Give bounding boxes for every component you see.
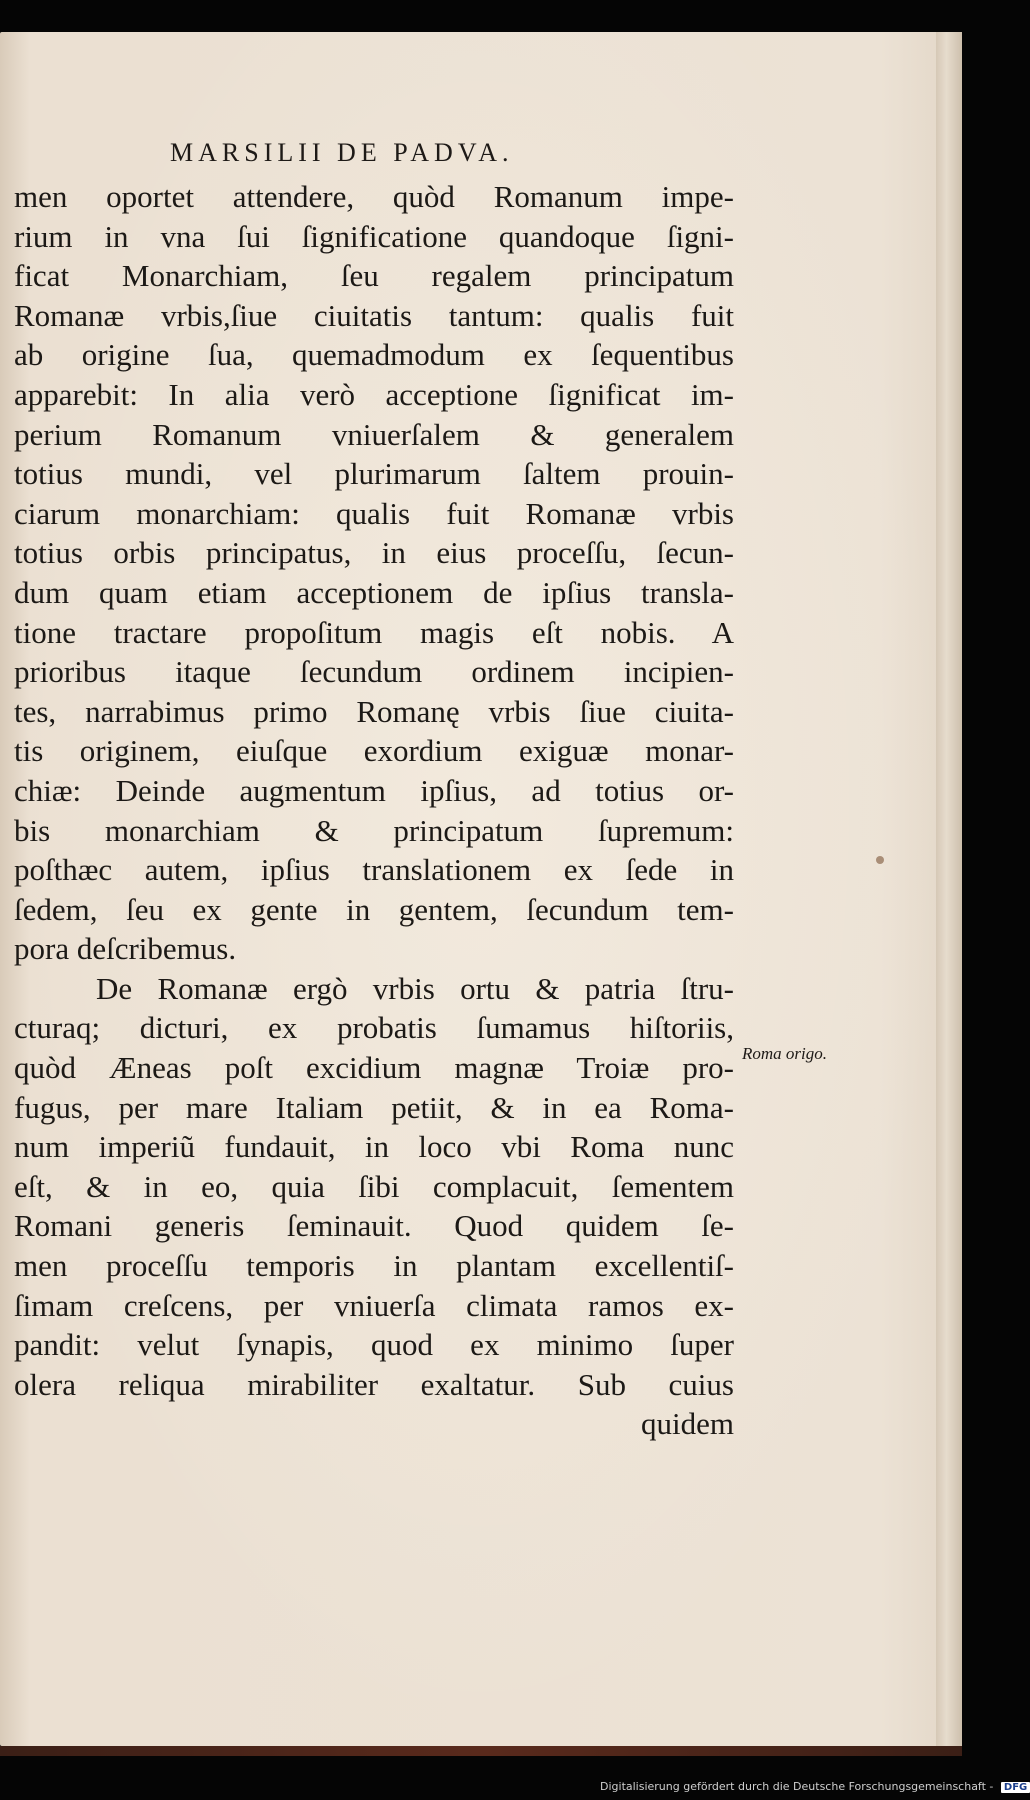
paper-stain [876, 856, 884, 864]
text-line: tis originem, eiuſque exordium exiguæ monar- [14, 733, 734, 769]
digitization-credit [600, 1780, 1028, 1793]
text-line: ciarum monarchiam: qualis fuit Romanæ vrbis [14, 495, 734, 531]
text-line: totius orbis principatus, in eius proceſſu, ſecun- [14, 535, 734, 571]
text-line: men proceſſu temporis in plantam excellentiſ- [14, 1248, 734, 1284]
text-line: apparebit: In alia verò acceptione ſignificat im- [14, 376, 734, 412]
text-line: num imperiũ fundauit, in loco vbi Roma nunc [14, 1129, 734, 1165]
text-line: prioribus itaque ſecundum ordinem incipien- [14, 654, 734, 690]
text-line: chiæ: Deinde augmentum ipſius, ad totius or- [14, 772, 734, 808]
text-line: rium in vna ſui ſignificatione quandoque ſigni- [14, 218, 734, 254]
text-line: cturaq; dicturi, ex probatis ſumamus hiſtoriis, [14, 1010, 734, 1046]
text-line: poſthæc autem, ipſius translationem ex ſede in [14, 852, 734, 888]
text-line: bis monarchiam & principatum ſupremum: [14, 812, 734, 848]
text-line: tione tractare propoſitum magis eſt nobis. A [14, 614, 734, 650]
book-edge [0, 1746, 962, 1756]
text-line: ab origine ſua, quemadmodum ex ſequentibus [14, 337, 734, 373]
text-line: pandit: velut ſynapis, quod ex minimo ſuper [14, 1327, 734, 1363]
text-line: eſt, & in eo, quia ſibi complacuit, ſementem [14, 1168, 734, 1204]
text-line: pora deſcribemus. [14, 931, 237, 967]
text-line: ſimam creſcens, per vniuerſa climata ramos ex- [14, 1287, 734, 1323]
text-line: tes, narrabimus primo Romanę vrbis ſiue ciuita- [14, 693, 734, 729]
text-line: Romani generis ſeminauit. Quod quidem ſe- [14, 1208, 734, 1244]
text-line: men oportet attendere, quòd Romanum impe- [14, 179, 734, 214]
dfg-logo: DFG [1001, 1782, 1030, 1793]
text-line: perium Romanum vniuerſalem & generalem [14, 416, 734, 452]
running-head: MARSILII DE PADVA. [170, 138, 514, 167]
catchword: quidem [641, 1406, 734, 1442]
margin-note: Roma origo. [742, 1044, 827, 1063]
body-text [14, 177, 734, 1444]
text-line: Romanæ vrbis,ſiue ciuitatis tantum: qualis fuit [14, 297, 734, 333]
text-line: dum quam etiam acceptionem de ipſius transla- [14, 574, 734, 610]
credit-text: Digitalisierung gefördert durch die Deutsche Forschungsgemeinschaft - [600, 1780, 994, 1793]
text-line: olera reliqua mirabiliter exaltatur. Sub cuius [14, 1366, 734, 1402]
text-line: quòd Æneas poſt excidium magnæ Troiæ pro- [14, 1050, 734, 1086]
text-line: totius mundi, vel plurimarum ſaltem prouin- [14, 456, 734, 492]
page-edge [936, 32, 962, 1746]
text-line: ſedem, ſeu ex gente in gentem, ſecundum tem- [14, 891, 734, 927]
scanned-page [0, 32, 962, 1746]
text-line: ficat Monarchiam, ſeu regalem principatum [14, 258, 734, 294]
text-line: De Romanæ ergò vrbis ortu & patria ſtru- [96, 970, 734, 1006]
text-line: fugus, per mare Italiam petiit, & in ea Roma- [14, 1089, 734, 1125]
